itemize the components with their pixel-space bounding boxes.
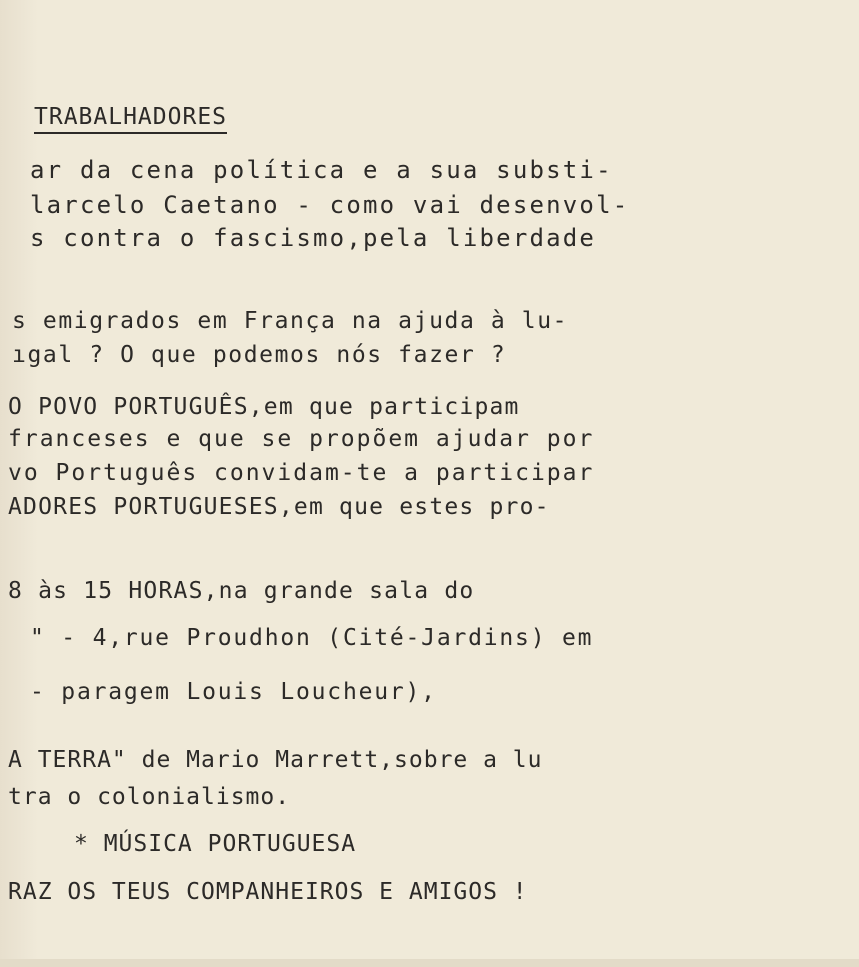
text-line-11: " - 4,rue Proudhon (Cité-Jardins) em <box>30 625 594 651</box>
text-line-7: franceses e que se propõem ajudar por <box>8 426 595 452</box>
text-line-2: larcelo Caetano - como vai desenvol- <box>30 191 630 219</box>
text-line-12: - paragem Louis Loucheur), <box>30 679 437 705</box>
text-line-13: A TERRA" de Mario Marrett,sobre a lu <box>8 747 543 773</box>
text-line-3: s contra o fascismo,pela liberdade <box>30 224 597 252</box>
text-line-14: tra o colonialismo. <box>8 784 291 810</box>
text-line-1: ar da cena política e a sua substi- <box>30 156 613 184</box>
text-line-5: ıgal ? O que podemos nós fazer ? <box>12 342 507 368</box>
text-line-8: vo Português convidam-te a participar <box>8 460 595 486</box>
document-heading: TRABALHADORES <box>34 106 227 134</box>
text-line-9: ADORES PORTUGUESES,em que estes pro- <box>8 494 550 520</box>
text-line-15: * MÚSICA PORTUGUESA <box>74 831 357 857</box>
paper-bottom-edge <box>0 959 859 967</box>
text-line-16: RAZ OS TEUS COMPANHEIROS E AMIGOS ! <box>8 879 528 905</box>
text-line-10: 8 às 15 HORAS,na grande sala do <box>8 578 475 604</box>
text-line-6: O POVO PORTUGUÊS,em que participam <box>8 394 520 420</box>
text-line-4: s emigrados em França na ajuda à lu- <box>12 308 569 334</box>
